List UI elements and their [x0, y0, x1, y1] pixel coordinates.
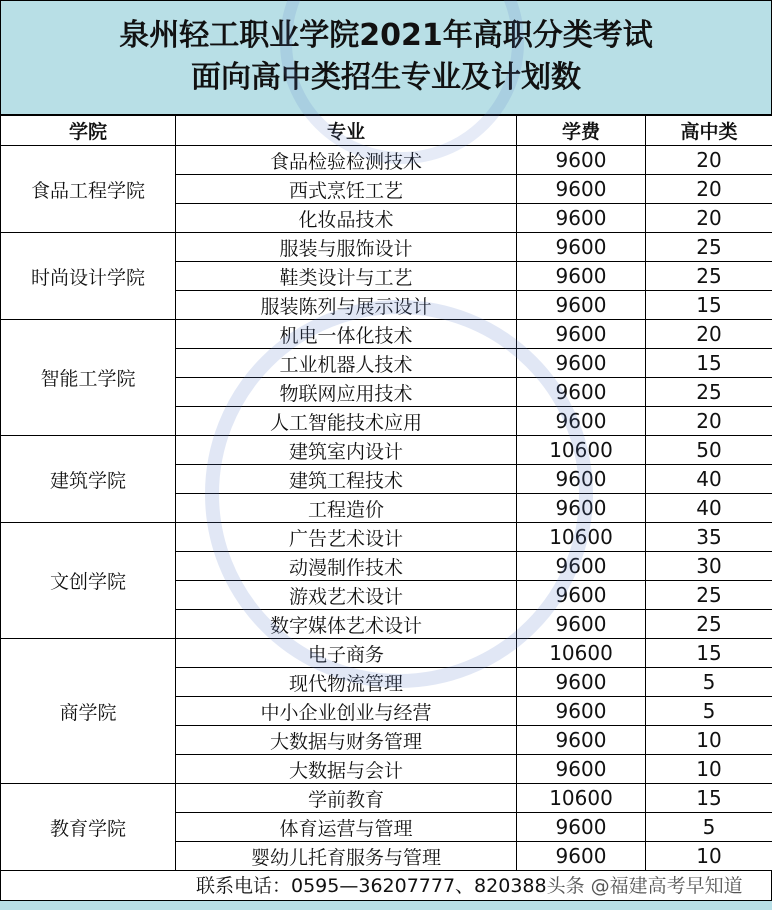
- quota-cell: 20: [646, 146, 772, 175]
- quota-cell: 25: [646, 233, 772, 262]
- quota-cell: 20: [646, 204, 772, 233]
- college-cell: 建筑学院: [1, 436, 176, 523]
- major-cell: 西式烹饪工艺: [176, 175, 517, 204]
- table-row: [1, 784, 772, 813]
- table-header-row: [1, 116, 772, 146]
- quota-cell: 15: [646, 291, 772, 320]
- major-cell: 学前教育: [176, 784, 517, 813]
- major-cell: 化妆品技术: [176, 204, 517, 233]
- quota-cell: 5: [646, 668, 772, 697]
- header-major: 专业: [176, 116, 517, 146]
- quota-cell: 25: [646, 378, 772, 407]
- quota-cell: 20: [646, 407, 772, 436]
- tuition-cell: 9600: [517, 378, 646, 407]
- major-cell: 婴幼儿托育服务与管理: [176, 842, 517, 871]
- tuition-cell: 10600: [517, 639, 646, 668]
- major-cell: 广告艺术设计: [176, 523, 517, 552]
- major-cell: 体育运营与管理: [176, 813, 517, 842]
- major-cell: 现代物流管理: [176, 668, 517, 697]
- college-cell: 文创学院: [1, 523, 176, 639]
- quota-cell: 25: [646, 262, 772, 291]
- quota-cell: 10: [646, 726, 772, 755]
- major-cell: 工业机器人技术: [176, 349, 517, 378]
- quota-cell: 10: [646, 842, 772, 871]
- tuition-cell: 9600: [517, 494, 646, 523]
- major-cell: 建筑室内设计: [176, 436, 517, 465]
- table-row: [1, 320, 772, 349]
- major-cell: 大数据与会计: [176, 755, 517, 784]
- tuition-cell: 9600: [517, 262, 646, 291]
- table-row: [1, 233, 772, 262]
- title-line-2: 面向高中类招生专业及计划数: [191, 60, 581, 95]
- footer: [0, 871, 772, 901]
- major-cell: 动漫制作技术: [176, 552, 517, 581]
- quota-cell: 20: [646, 175, 772, 204]
- tuition-cell: 10600: [517, 436, 646, 465]
- source-watermark: 头条 @福建高考早知道: [546, 875, 743, 897]
- tuition-cell: 9600: [517, 755, 646, 784]
- tuition-cell: 9600: [517, 146, 646, 175]
- major-cell: 数字媒体艺术设计: [176, 610, 517, 639]
- page-title: [0, 0, 772, 115]
- major-cell: 游戏艺术设计: [176, 581, 517, 610]
- major-cell: 鞋类设计与工艺: [176, 262, 517, 291]
- tuition-cell: 10600: [517, 523, 646, 552]
- tuition-cell: 9600: [517, 465, 646, 494]
- tuition-cell: 9600: [517, 842, 646, 871]
- tuition-cell: 9600: [517, 581, 646, 610]
- quota-cell: 25: [646, 610, 772, 639]
- tuition-cell: 9600: [517, 320, 646, 349]
- title-line-1: 泉州轻工职业学院2021年高职分类考试: [119, 18, 653, 53]
- header-quota: 高中类: [646, 116, 772, 146]
- college-cell: 智能工学院: [1, 320, 176, 436]
- tuition-cell: 9600: [517, 349, 646, 378]
- quota-cell: 20: [646, 320, 772, 349]
- table-row: [1, 436, 772, 465]
- tuition-cell: 9600: [517, 697, 646, 726]
- major-cell: 服装陈列与展示设计: [176, 291, 517, 320]
- tuition-cell: 9600: [517, 204, 646, 233]
- tuition-cell: 9600: [517, 233, 646, 262]
- major-cell: 物联网应用技术: [176, 378, 517, 407]
- tuition-cell: 9600: [517, 407, 646, 436]
- quota-cell: 30: [646, 552, 772, 581]
- quota-cell: 10: [646, 755, 772, 784]
- college-cell: 时尚设计学院: [1, 233, 176, 320]
- tuition-cell: 9600: [517, 813, 646, 842]
- tuition-cell: 10600: [517, 784, 646, 813]
- quota-cell: 50: [646, 436, 772, 465]
- table-row: [1, 146, 772, 175]
- major-cell: 工程造价: [176, 494, 517, 523]
- college-cell: 商学院: [1, 639, 176, 784]
- enrollment-table: [0, 115, 772, 871]
- major-cell: 人工智能技术应用: [176, 407, 517, 436]
- college-cell: 教育学院: [1, 784, 176, 871]
- header-college: 学院: [1, 116, 176, 146]
- major-cell: 电子商务: [176, 639, 517, 668]
- major-cell: 中小企业创业与经营: [176, 697, 517, 726]
- tuition-cell: 9600: [517, 291, 646, 320]
- quota-cell: 5: [646, 813, 772, 842]
- college-cell: 食品工程学院: [1, 146, 176, 233]
- tuition-cell: 9600: [517, 726, 646, 755]
- major-cell: 服装与服饰设计: [176, 233, 517, 262]
- major-cell: 大数据与财务管理: [176, 726, 517, 755]
- tuition-cell: 9600: [517, 610, 646, 639]
- tuition-cell: 9600: [517, 175, 646, 204]
- table-row: [1, 523, 772, 552]
- major-cell: 机电一体化技术: [176, 320, 517, 349]
- quota-cell: 15: [646, 639, 772, 668]
- quota-cell: 40: [646, 465, 772, 494]
- quota-cell: 40: [646, 494, 772, 523]
- quota-cell: 5: [646, 697, 772, 726]
- major-cell: 食品检验检测技术: [176, 146, 517, 175]
- quota-cell: 35: [646, 523, 772, 552]
- quota-cell: 15: [646, 784, 772, 813]
- quota-cell: 25: [646, 581, 772, 610]
- quota-cell: 15: [646, 349, 772, 378]
- tuition-cell: 9600: [517, 552, 646, 581]
- tuition-cell: 9600: [517, 668, 646, 697]
- header-tuition: 学费: [517, 116, 646, 146]
- major-cell: 建筑工程技术: [176, 465, 517, 494]
- table-row: [1, 639, 772, 668]
- contact-phone: 联系电话：0595—36207777、820388: [196, 875, 547, 897]
